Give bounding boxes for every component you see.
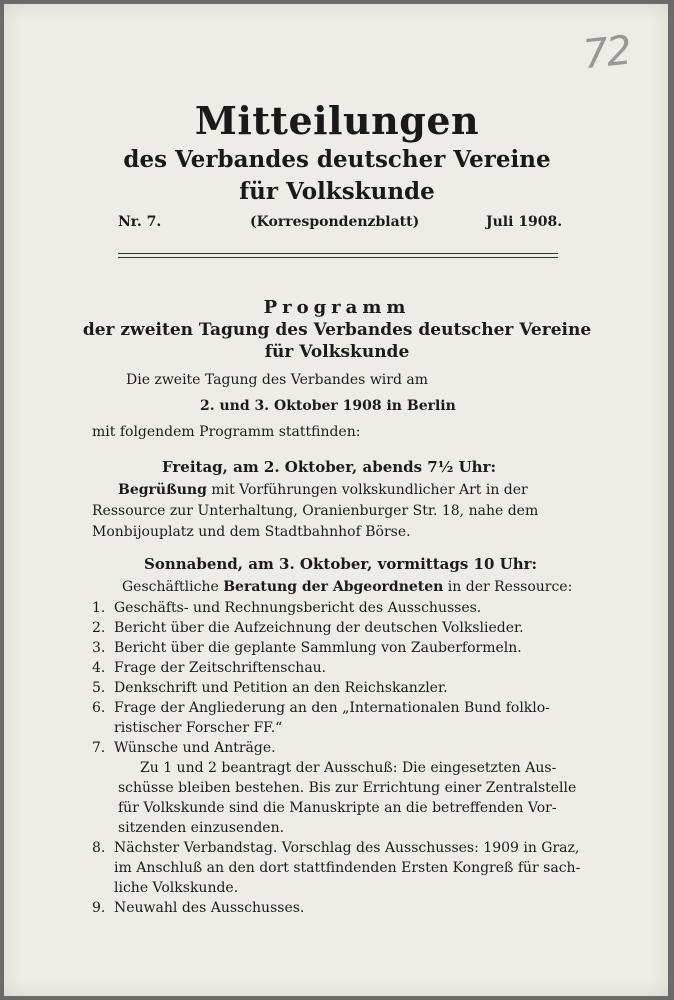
list-item-9: 9. Neuwahl des Ausschusses. [92,900,305,916]
issue-date: Juli 1908. [486,214,563,230]
divider-rule-bottom [118,257,558,258]
document-subtitle-line1: des Verbandes deutscher Vereine [123,146,551,173]
day1-line3: Monbijouplatz und dem Stadtbahnhof Börse. [92,524,411,540]
intro-line1: Die zweite Tagung des Verbandes wird am [126,372,429,388]
day2-heading: Sonnabend, am 3. Oktober, vormittags 10 Uhr: [144,555,538,573]
list-item-2: 2. Bericht über die Aufzeichnung der deutschen Volkslieder. [92,620,524,636]
document-subtitle-line2: für Volkskunde [239,178,435,205]
list-item-8: 8. Nächster Verbandstag. Vorschlag des Ausschusses: 1909 in Graz, [92,840,580,856]
program-heading: Programm [263,297,411,318]
list-item-6-continued: ristischer Forscher FF.“ [114,720,283,736]
day1-heading: Freitag, am 2. Oktober, abends 7½ Uhr: [162,458,497,476]
list-item-6: 6. Frage der Angliederung an den „Internationalen Bund folklo- [92,700,550,716]
issue-number: Nr. 7. [118,214,162,230]
day1-line1 [118,482,528,498]
day2-post: in der Ressource: [443,579,573,595]
program-subheading-line2: für Volkskunde [264,342,410,362]
note-line3: für Volkskunde sind die Manuskripte an die betreffenden Vor- [118,800,557,816]
list-item-3: 3. Bericht über die geplante Sammlung von Zauberformeln. [92,640,522,656]
intro-dates: 2. und 3. Oktober 1908 in Berlin [200,398,456,414]
note-line4: sitzenden einzusenden. [118,820,285,836]
sheet-type: (Korrespondenzblatt) [250,214,420,230]
pencil-page-number: 72 [580,27,633,79]
list-item-8-line3: liche Volkskunde. [114,880,239,896]
intro-line3: mit folgendem Programm stattfinden: [92,424,361,440]
list-item-4: 4. Frage der Zeitschriftenschau. [92,660,327,676]
list-item-1: 1. Geschäfts- und Rechnungsbericht des Ausschusses. [92,600,482,616]
list-item-5: 5. Denkschrift und Petition an den Reichskanzler. [92,680,448,696]
day1-bold: Begrüßung [118,482,207,498]
day1-line2: Ressource zur Unterhaltung, Oranienburger Str. 18, nahe dem [92,503,539,519]
note-line1: Zu 1 und 2 beantragt der Ausschuß: Die eingesetzten Aus- [140,760,557,776]
list-item-7: 7. Wünsche und Anträge. [92,740,276,756]
list-item-8-line2: im Anschluß an den dort stattfindenden Ersten Kongreß für sach- [114,860,581,876]
day2-pre: Geschäftliche [122,579,224,595]
program-subheading-line1: der zweiten Tagung des Verbandes deutscher Vereine [82,320,592,340]
day2-bold: Beratung der Abgeordneten [223,579,444,595]
divider-rule-top [118,253,558,254]
day1-line1-rest: mit Vorführungen volkskundlicher Art in der [206,482,528,498]
document-title: Mitteilungen [194,98,480,143]
day2-intro [122,579,572,595]
note-line2: schüsse bleiben bestehen. Bis zur Errichtung einer Zentralstelle [118,780,577,796]
